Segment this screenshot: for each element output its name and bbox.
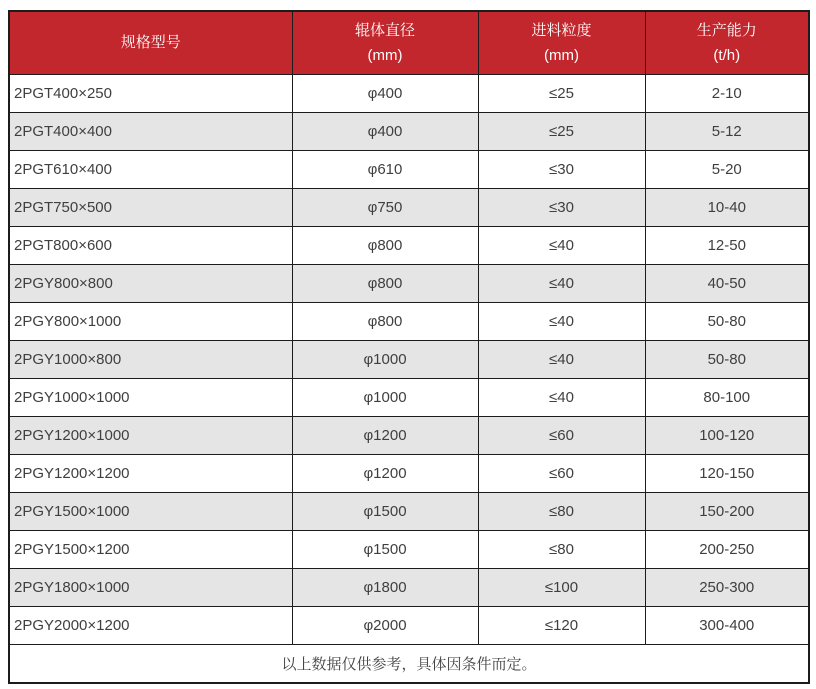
cell-capacity: 200-250 [645,531,809,569]
table-row [9,531,809,569]
column-header-model [9,11,292,75]
cell-roller-diameter: φ2000 [292,607,478,645]
table-row [9,265,809,303]
column-header-capacity-title: 生产能力 [696,21,757,39]
cell-capacity: 2-10 [645,75,809,113]
table-row [9,569,809,607]
table-row [9,113,809,151]
cell-model: 2PGY1000×800 [9,341,292,379]
column-header-feed-size [478,11,645,75]
table-footer [9,645,809,684]
cell-roller-diameter: φ750 [292,189,478,227]
cell-roller-diameter: φ610 [292,151,478,189]
cell-feed-size: ≤120 [478,607,645,645]
cell-model: 2PGT750×500 [9,189,292,227]
cell-feed-size: ≤80 [478,493,645,531]
cell-feed-size: ≤40 [478,265,645,303]
cell-feed-size: ≤60 [478,417,645,455]
cell-model: 2PGY2000×1200 [9,607,292,645]
cell-model: 2PGY1200×1000 [9,417,292,455]
cell-model: 2PGT800×600 [9,227,292,265]
cell-feed-size: ≤60 [478,455,645,493]
column-header-capacity-unit: (t/h) [713,46,741,64]
cell-capacity: 50-80 [645,303,809,341]
column-header-capacity [645,11,809,75]
cell-roller-diameter: φ1000 [292,379,478,417]
cell-model: 2PGY1200×1200 [9,455,292,493]
cell-model: 2PGY1500×1000 [9,493,292,531]
table-body [9,75,809,645]
cell-feed-size: ≤40 [478,341,645,379]
cell-capacity: 5-20 [645,151,809,189]
cell-roller-diameter: φ800 [292,227,478,265]
table-header [9,11,809,75]
table-row [9,75,809,113]
cell-model: 2PGT400×250 [9,75,292,113]
cell-feed-size: ≤40 [478,227,645,265]
cell-roller-diameter: φ400 [292,113,478,151]
footnote-row [9,645,809,684]
cell-feed-size: ≤25 [478,113,645,151]
table-row [9,379,809,417]
column-header-model-title: 规格型号 [120,34,181,51]
header-row [9,11,809,75]
column-header-roller-diameter-unit: (mm) [367,46,403,64]
cell-roller-diameter: φ1500 [292,531,478,569]
column-header-roller-diameter [292,11,478,75]
spec-table [8,10,810,684]
footnote-text: 以上数据仅供参考，具体因条件而定。 [9,645,809,684]
cell-roller-diameter: φ800 [292,265,478,303]
cell-capacity: 150-200 [645,493,809,531]
cell-roller-diameter: φ800 [292,303,478,341]
cell-feed-size: ≤80 [478,531,645,569]
cell-roller-diameter: φ1000 [292,341,478,379]
cell-model: 2PGT400×400 [9,113,292,151]
cell-feed-size: ≤30 [478,151,645,189]
spec-table-container [8,10,810,684]
cell-capacity: 300-400 [645,607,809,645]
table-row [9,417,809,455]
cell-roller-diameter: φ1200 [292,417,478,455]
cell-model: 2PGY1500×1200 [9,531,292,569]
table-row [9,151,809,189]
cell-capacity: 50-80 [645,341,809,379]
cell-capacity: 12-50 [645,227,809,265]
column-header-feed-size-title: 进料粒度 [531,21,592,39]
table-row [9,607,809,645]
cell-roller-diameter: φ400 [292,75,478,113]
cell-capacity: 10-40 [645,189,809,227]
cell-model: 2PGY800×1000 [9,303,292,341]
cell-model: 2PGT610×400 [9,151,292,189]
cell-feed-size: ≤40 [478,379,645,417]
cell-feed-size: ≤40 [478,303,645,341]
cell-capacity: 80-100 [645,379,809,417]
column-header-feed-size-unit: (mm) [544,46,579,64]
cell-feed-size: ≤100 [478,569,645,607]
cell-capacity: 120-150 [645,455,809,493]
cell-model: 2PGY1800×1000 [9,569,292,607]
cell-roller-diameter: φ1200 [292,455,478,493]
cell-model: 2PGY800×800 [9,265,292,303]
cell-roller-diameter: φ1800 [292,569,478,607]
cell-roller-diameter: φ1500 [292,493,478,531]
cell-feed-size: ≤30 [478,189,645,227]
cell-model: 2PGY1000×1000 [9,379,292,417]
column-header-roller-diameter-title: 辊体直径 [354,21,415,39]
table-row [9,189,809,227]
table-row [9,455,809,493]
cell-feed-size: ≤25 [478,75,645,113]
cell-capacity: 250-300 [645,569,809,607]
cell-capacity: 5-12 [645,113,809,151]
table-row [9,341,809,379]
cell-capacity: 100-120 [645,417,809,455]
cell-capacity: 40-50 [645,265,809,303]
table-row [9,227,809,265]
table-row [9,303,809,341]
table-row [9,493,809,531]
